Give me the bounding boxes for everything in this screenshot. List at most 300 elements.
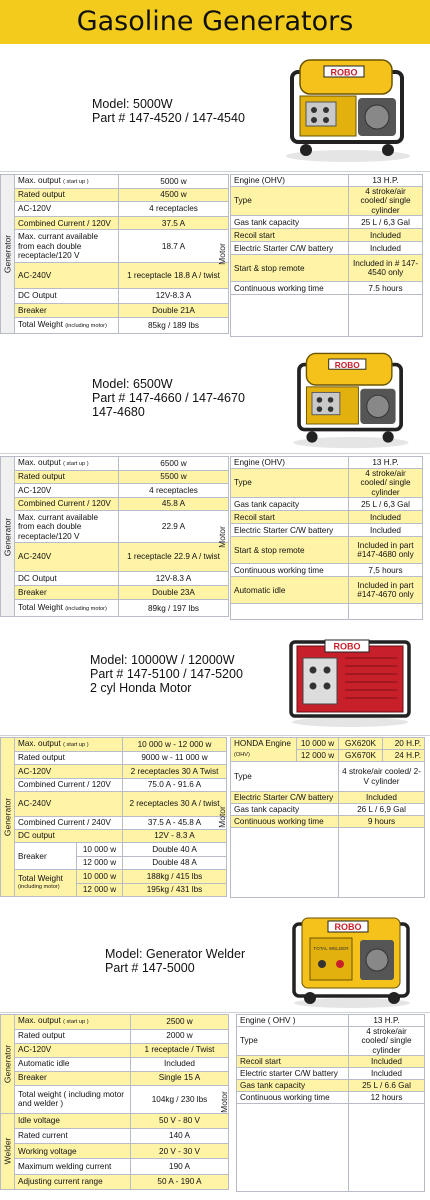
spec-label: Automatic idle (18, 1059, 70, 1069)
spec-label: Type (231, 469, 349, 498)
spec-label: Max. output (18, 738, 61, 748)
table-row (1, 792, 227, 817)
spec-label-cell (15, 829, 123, 842)
spec-label: Idle voltage (15, 1113, 131, 1128)
spec-label-cell (15, 457, 119, 471)
spec-value: 13 H.P. (349, 457, 423, 469)
spec-label-cell (15, 1015, 131, 1030)
spec-label: DC Output (18, 291, 57, 301)
table-row (1, 175, 229, 189)
spec-label: Max. currant available from each double receptacle/120 V (18, 512, 99, 541)
motor-note: 2 cyl Honda Motor (90, 681, 192, 695)
spec-value: 2000 w (131, 1029, 229, 1043)
spec-value: 9 hours (339, 816, 425, 828)
spec-value: Included (131, 1057, 229, 1071)
spec-value: Double 21A (119, 303, 229, 318)
empty-cell (231, 295, 349, 337)
spec-value: Included (349, 1068, 425, 1080)
generator-6500w-image (286, 340, 416, 456)
spec-label: Max. output (18, 175, 61, 185)
table-row (1, 1174, 229, 1189)
spec-label: Continuous working time (231, 564, 349, 577)
motor-section-label-text: Motor (217, 243, 227, 265)
spec-label-cell (15, 263, 119, 289)
empty-cell (339, 828, 425, 898)
motor-section-label (214, 737, 230, 897)
generator-section-label (1, 1015, 15, 1114)
spec-label: AC-120V (18, 766, 52, 776)
table-row (231, 282, 423, 295)
spec-value: 22.9 A (119, 511, 229, 543)
engine-hp: 24 H.P. (383, 750, 425, 762)
motor-section-label-text: Motor (219, 1091, 229, 1113)
table-row (231, 804, 425, 816)
table-row (231, 229, 423, 242)
model-name: Model: Generator Welder (105, 947, 246, 961)
spec-value: Included in part #147-4670 only (349, 577, 423, 604)
table-row (237, 1056, 425, 1068)
engine-hp: 20 H.P. (383, 738, 425, 750)
table-row (231, 564, 423, 577)
spec-value: 4 stroke/air cooled/ single cylinder (349, 469, 423, 498)
spec-label-cell (15, 470, 119, 483)
generator-section-label (1, 738, 15, 897)
breaker-value: Double 40 A (123, 843, 227, 856)
table-row (1, 202, 229, 217)
spec-label: Breaker (18, 1073, 47, 1083)
spec-value: 12 hours (349, 1092, 425, 1104)
table-row (231, 175, 423, 187)
spec-note: ( start up ) (63, 741, 89, 748)
spec-value: Single 15 A (131, 1071, 229, 1085)
spec-label: Combined Current / 240V (18, 818, 111, 828)
breaker-watt: 12 000 w (77, 856, 123, 869)
table-row (1, 1043, 229, 1057)
spec-value: 75.0 A - 91.6 A (123, 778, 227, 791)
table-row (1, 263, 229, 289)
engine-watt: 12 000 w (297, 750, 339, 762)
spec-label-cell (15, 1043, 131, 1057)
engine-label: HONDA Engine (234, 739, 291, 749)
empty-cell (231, 604, 349, 620)
table-row-empty (231, 604, 423, 620)
spec-label-cell (15, 571, 119, 585)
spec-value: 13 H.P. (349, 175, 423, 187)
spec-label: Continuous working time (231, 816, 339, 828)
part-number: Part # 147-5000 (105, 961, 195, 975)
generator-spec-table (0, 737, 227, 897)
spec-label: Total Weight (18, 319, 63, 329)
spec-label: Rated output (18, 472, 65, 481)
welder-section-label-text: Welder (1, 1138, 12, 1165)
spec-value: 12V-8.3 A (119, 571, 229, 585)
table-row (1, 483, 229, 497)
empty-cell (349, 604, 423, 620)
table-row (1, 470, 229, 483)
spec-label-cell (15, 289, 119, 304)
generator-section-label (1, 175, 15, 334)
engine-note: (OHV) (234, 751, 250, 758)
spec-value: 37.5 A - 45.8 A (123, 816, 227, 829)
engine-model: GX620K (339, 738, 383, 750)
spec-value: 50 A - 190 A (131, 1174, 229, 1189)
spec-value: 4500 w (119, 188, 229, 201)
generator-10000w-image (285, 634, 415, 728)
table-row (231, 816, 425, 828)
spec-value: Included (349, 524, 423, 537)
table-row (1, 843, 227, 856)
brand-logo: ROBO (333, 641, 361, 652)
table-row (231, 457, 423, 469)
breaker-watt: 10 000 w (77, 843, 123, 856)
spec-label: Recoil start (231, 511, 349, 524)
part-number: Part # 147-5100 / 147-5200 (90, 667, 243, 681)
spec-label: AC-240V (18, 552, 52, 562)
spec-label: AC-240V (18, 799, 52, 809)
table-row (237, 1092, 425, 1104)
generator-spec-table (0, 174, 229, 334)
motor-section-label (216, 1014, 232, 1190)
spec-value: 50 V - 80 V (131, 1113, 229, 1128)
spec-label: AC-120V (18, 1045, 52, 1055)
table-row (231, 762, 425, 792)
spec-label-cell (15, 765, 123, 778)
table-row (1, 778, 227, 791)
table-row (1, 511, 229, 543)
spec-label-cell (15, 498, 119, 511)
empty-cell (237, 1104, 349, 1192)
table-row (1, 1029, 229, 1043)
spec-label: Rated output (18, 753, 65, 763)
generator-spec-table (0, 456, 229, 617)
spec-label: Type (231, 187, 349, 216)
spec-label: Working voltage (15, 1144, 131, 1159)
generator-section-label-text: Generator (1, 517, 12, 556)
generator-section-label-text: Generator (1, 1044, 12, 1084)
spec-label: Combined Current / 120V (18, 780, 111, 790)
spec-value: 25 L / 6,3 Gal (349, 498, 423, 511)
table-row (1, 188, 229, 201)
table-row (1, 738, 227, 752)
page-title: Gasoline Generators (0, 0, 430, 44)
spec-label-cell (15, 303, 119, 318)
spec-label-cell (15, 816, 123, 829)
spec-value: 7.5 hours (349, 282, 423, 295)
spec-label: Rated output (18, 1031, 65, 1041)
spec-label: Start & stop remote (231, 537, 349, 564)
spec-label: Gas tank capacity (237, 1080, 349, 1092)
weight-label-cell (15, 870, 77, 897)
spec-label-cell (15, 543, 119, 572)
table-row (1, 318, 229, 334)
weight-watt: 12 000 w (77, 883, 123, 896)
spec-value: 5000 w (119, 175, 229, 189)
spec-label: Gas tank capacity (231, 498, 349, 511)
part-number: Part # 147-4520 / 147-4540 (92, 111, 245, 125)
table-row (231, 216, 423, 229)
spec-value: 104kg / 230 lbs (131, 1085, 229, 1113)
spec-label-cell (15, 600, 119, 617)
spec-label: Breaker (18, 305, 47, 315)
table-row (1, 498, 229, 511)
table-row (237, 1015, 425, 1027)
welder-panel-text: TOTAL WELDER (313, 946, 349, 951)
motor-section-label (214, 456, 230, 617)
table-row (1, 571, 229, 585)
spec-value: 2 receptacles 30 A Twist (123, 765, 227, 778)
spec-value: Double 23A (119, 586, 229, 600)
spec-value: 2 receptacles 30 A / twist (123, 792, 227, 817)
spec-label: DC output (18, 831, 55, 841)
table-row (231, 577, 423, 604)
table-row (1, 543, 229, 572)
model-label-10000w (90, 653, 243, 695)
spec-label: Gas tank capacity (231, 804, 339, 816)
spec-note: (including motor) (65, 322, 107, 329)
spec-value: 140 A (131, 1129, 229, 1144)
table-row (1, 230, 229, 263)
spec-label: Recoil start (237, 1056, 349, 1068)
welder-section-label (1, 1113, 15, 1189)
spec-label: DC Output (18, 573, 57, 583)
spec-label: Continuous working time (237, 1092, 349, 1104)
spec-label: Continuous working time (231, 282, 349, 295)
spec-label: AC-120V (18, 204, 52, 214)
table-row (231, 255, 423, 282)
spec-value: 25 L / 6.6 Gal (349, 1080, 425, 1092)
generator-welder-image (286, 910, 418, 1010)
weight-value: 188kg / 415 lbs (123, 870, 227, 883)
table-row (231, 498, 423, 511)
spec-value: Included in # 147-4540 only (349, 255, 423, 282)
spec-value: Included (339, 792, 425, 804)
spec-label-cell (15, 483, 119, 497)
table-row-empty (231, 828, 425, 898)
generator-section-label-text: Generator (1, 234, 12, 274)
spec-label-cell (15, 751, 123, 764)
spec-value: 20 V - 30 V (131, 1144, 229, 1159)
spec-value: 10 000 w - 12 000 w (123, 738, 227, 752)
spec-value: 5500 w (119, 470, 229, 483)
table-row (1, 829, 227, 842)
spec-label: Adjusting current range (15, 1174, 131, 1189)
spec-label: AC-240V (18, 270, 52, 280)
table-row (231, 242, 423, 255)
table-row (231, 792, 425, 804)
spec-value: 6500 w (119, 457, 229, 471)
empty-cell (349, 1104, 425, 1192)
spec-label: Electric Starter C/W battery (231, 242, 349, 255)
spec-label: Combined Current / 120V (18, 499, 111, 509)
spec-label: Engine (OHV) (231, 175, 349, 187)
spec-label-cell (15, 202, 119, 217)
spec-value: Included (349, 242, 423, 255)
spec-value: 4 stroke/air cooled/ 2-V cylinder (339, 762, 425, 792)
spec-value: 85kg / 189 lbs (119, 318, 229, 334)
spec-label: Total Weight (18, 602, 63, 612)
spec-label-cell (15, 188, 119, 201)
table-row (237, 1068, 425, 1080)
spec-value: 45.8 A (119, 498, 229, 511)
model-label-welder (105, 947, 245, 975)
spec-value: 7,5 hours (349, 564, 423, 577)
spec-label-cell (15, 318, 119, 334)
spec-note: (including motor) (65, 605, 107, 612)
spec-label-cell (15, 738, 123, 752)
table-row (1, 289, 229, 304)
spec-label: Electric starter C/W battery (237, 1068, 349, 1080)
spec-value: 2500 w (131, 1015, 229, 1030)
spec-label: Type (231, 762, 339, 792)
spec-label-cell (15, 586, 119, 600)
weight-note: (including motor) (18, 884, 60, 891)
motor-spec-table (230, 737, 425, 898)
spec-label: Rated output (18, 190, 65, 200)
brand-logo: ROBO (330, 67, 358, 78)
table-row (1, 600, 229, 617)
model-label-6500w (92, 377, 245, 419)
generator-5000w-image (278, 52, 418, 164)
table-row (1, 765, 227, 778)
table-row-empty (231, 295, 423, 337)
spec-label: Start & stop remote (231, 255, 349, 282)
spec-label-cell (15, 792, 123, 817)
spec-label: Rated current (15, 1129, 131, 1144)
table-row (1, 457, 229, 471)
spec-label: Max. currant available from each double receptacle/120 V (18, 232, 99, 261)
table-row (231, 469, 423, 498)
table-row (1, 870, 227, 883)
spec-label-cell (15, 230, 119, 263)
table-row (237, 1027, 425, 1056)
spec-label: Combined Current / 120V (18, 218, 111, 228)
spec-value: 1 receptacle / Twist (131, 1043, 229, 1057)
breaker-label: Breaker (15, 843, 77, 870)
table-row (231, 187, 423, 216)
weight-label: Total Weight (18, 873, 63, 883)
spec-label: Total weight ( including motor and welder ) (18, 1089, 125, 1109)
spec-label-cell (15, 1057, 131, 1071)
empty-cell (349, 295, 423, 337)
motor-section-label (214, 174, 230, 334)
part-number-line2: 147-4680 (92, 405, 145, 419)
brand-logo: ROBO (334, 359, 360, 370)
spec-value: 12V-8.3 A (119, 289, 229, 304)
generator-section-label (1, 457, 15, 617)
table-row (231, 537, 423, 564)
table-row (1, 1071, 229, 1085)
table-row-empty (237, 1104, 425, 1192)
motor-section-label-text: Motor (217, 525, 227, 548)
spec-value: 25 L / 6,3 Gal (349, 216, 423, 229)
spec-label: Recoil start (231, 229, 349, 242)
spec-value: Included (349, 511, 423, 524)
table-row (231, 524, 423, 537)
spec-label: Max. output (18, 457, 61, 467)
table-row (1, 1085, 229, 1113)
model-name: Model: 10000W / 12000W (90, 653, 235, 667)
spec-value: 1 receptacle 22.9 A / twist (119, 543, 229, 572)
engine-model: GX670K (339, 750, 383, 762)
spec-value: 37.5 A (119, 216, 229, 229)
spec-label: Gas tank capacity (231, 216, 349, 229)
spec-value: 12V - 8.3 A (123, 829, 227, 842)
engine-watt: 10 000 w (297, 738, 339, 750)
spec-label-cell (15, 778, 123, 791)
spec-note: ( start up ) (63, 1019, 89, 1026)
spec-label-cell (15, 1071, 131, 1085)
spec-label: Type (237, 1027, 349, 1056)
table-row (1, 586, 229, 600)
spec-label: Engine (OHV) (231, 457, 349, 469)
motor-spec-table (230, 456, 423, 620)
engine-label-cell (231, 738, 297, 762)
breaker-value: Double 48 A (123, 856, 227, 869)
empty-cell (231, 828, 339, 898)
spec-label: Engine ( OHV ) (237, 1015, 349, 1027)
spec-value: Included (349, 229, 423, 242)
table-row (231, 738, 425, 750)
spec-label: Automatic idle (231, 577, 349, 604)
spec-value: 190 A (131, 1159, 229, 1174)
weight-value: 195kg / 431 lbs (123, 883, 227, 896)
table-row (1, 216, 229, 229)
spec-label-cell (15, 175, 119, 189)
table-row (1, 303, 229, 318)
model-name: Model: 5000W (92, 97, 173, 111)
spec-value: 4 stroke/air cooled/ single cylinder (349, 1027, 425, 1056)
table-row (1, 751, 227, 764)
table-row (1, 1144, 229, 1159)
spec-value: 4 stroke/air cooled/ single cylinder (349, 187, 423, 216)
spec-value: 18.7 A (119, 230, 229, 263)
spec-label: Electric Starter C/W battery (231, 792, 339, 804)
generator-spec-table (0, 1014, 229, 1190)
model-label-5000w (92, 97, 245, 125)
table-row (1, 1015, 229, 1030)
spec-note: ( start up ) (63, 460, 89, 467)
table-row (1, 816, 227, 829)
table-row (1, 1113, 229, 1128)
spec-value: 1 receptacle 18.8 A / twist (119, 263, 229, 289)
part-number: Part # 147-4660 / 147-4670 (92, 391, 245, 405)
spec-label: Electric Starter C/W battery (231, 524, 349, 537)
motor-spec-table (236, 1014, 425, 1192)
spec-value: 9000 w - 11 000 w (123, 751, 227, 764)
spec-label-cell (15, 1029, 131, 1043)
table-row (237, 1080, 425, 1092)
spec-label-cell (15, 1085, 131, 1113)
spec-value: 89kg / 197 lbs (119, 600, 229, 617)
spec-label-cell (15, 511, 119, 543)
spec-value: Included (349, 1056, 425, 1068)
spec-value: Included in part #147-4680 only (349, 537, 423, 564)
table-row (1, 1129, 229, 1144)
spec-label-cell (15, 216, 119, 229)
spec-label: Max. output (18, 1016, 61, 1026)
table-row (1, 1057, 229, 1071)
model-name: Model: 6500W (92, 377, 173, 391)
spec-note: ( start up ) (63, 178, 89, 185)
spec-value: 26 L / 6,9 Gal (339, 804, 425, 816)
spec-value: 13 H.P. (349, 1015, 425, 1027)
spec-value: 4 receptacles (119, 202, 229, 217)
motor-spec-table (230, 174, 423, 337)
spec-value: 4 receptacles (119, 483, 229, 497)
table-row (1, 1159, 229, 1174)
spec-label: AC-120V (18, 485, 52, 495)
spec-label: Breaker (18, 588, 47, 598)
